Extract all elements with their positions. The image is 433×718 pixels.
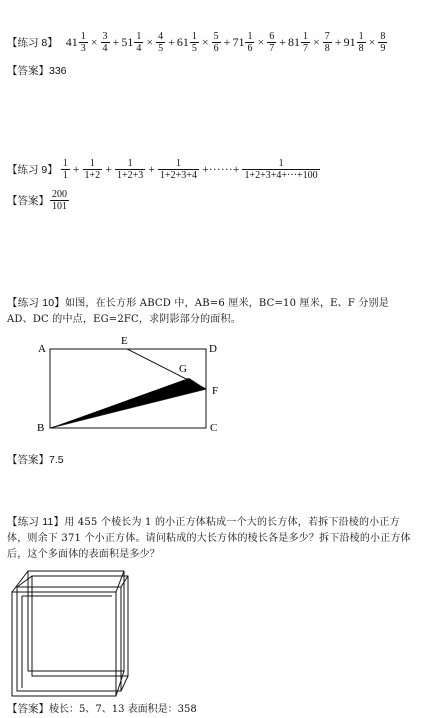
answer-fraction xyxy=(50,189,69,212)
label-c: C xyxy=(210,422,218,434)
label-a: A xyxy=(38,343,46,355)
fraction xyxy=(158,158,199,181)
operator: × xyxy=(368,35,376,49)
operator: × xyxy=(146,35,154,49)
label-d: D xyxy=(209,343,217,355)
operator: + xyxy=(334,35,342,49)
operator: × xyxy=(313,35,320,49)
answer-tag: 【答案】 xyxy=(7,454,49,466)
exercise-9-line xyxy=(7,158,321,181)
denominator: 6 xyxy=(247,43,253,54)
whole-number: 91 xyxy=(343,35,356,49)
numerator: 1 xyxy=(89,158,95,169)
fraction xyxy=(61,158,70,181)
denominator: 9 xyxy=(380,43,386,54)
denominator: 4 xyxy=(102,43,108,54)
fraction xyxy=(245,31,254,54)
cuboid-figure xyxy=(6,568,136,700)
denominator: 1+2+3+4 xyxy=(160,170,197,181)
denominator: 6 xyxy=(213,43,219,54)
whole-number: 51 xyxy=(121,35,134,49)
answer-value: 棱长：5、7、13 表面积是：358 xyxy=(49,704,197,715)
numerator: 1 xyxy=(127,158,133,169)
exercise-9-tag: 【练习 9】 xyxy=(7,164,58,176)
operator: × xyxy=(90,35,98,49)
exercise-9-expression xyxy=(60,158,321,181)
numerator: 1 xyxy=(278,158,284,169)
numerator: 1 xyxy=(80,31,86,42)
fraction xyxy=(101,31,110,54)
operator: × xyxy=(257,35,265,49)
fraction xyxy=(267,31,276,54)
denominator: 8 xyxy=(324,43,330,54)
exercise-11-text xyxy=(7,514,417,563)
numerator: 8 xyxy=(380,31,386,42)
operator: + xyxy=(72,162,80,176)
label-f: F xyxy=(212,385,219,397)
answer-denominator: 101 xyxy=(52,201,67,212)
exercise-11-tag: 【练习 11】 xyxy=(7,516,65,528)
exercise-11-question: 用 455 个棱长为 1 的小正方体粘成一个大的长方体，若拆下沿棱的小正方体，则余下 371 个小正方体。请问粘成的大长方体的棱长各是多少？拆下沿棱的小正方体后，这个多面体的表面积是多少？ xyxy=(7,517,411,560)
numerator: 7 xyxy=(324,31,330,42)
exercise-10-answer xyxy=(7,454,64,467)
label-b: B xyxy=(37,422,45,434)
fraction xyxy=(357,31,366,54)
fraction xyxy=(190,31,199,54)
answer-numerator: 200 xyxy=(52,189,67,200)
operator: + xyxy=(223,35,231,49)
exercise-9-answer xyxy=(7,189,70,212)
exercise-10-question: 如图，在长方形 ABCD 中，AB=6 厘米，BC=10 厘米，E、F 分别是 AD、DC 的中点，EG=2FC，求阴影部分的面积。 xyxy=(7,298,389,325)
whole-number: 61 xyxy=(176,35,189,49)
numerator: 1 xyxy=(191,31,197,42)
denominator: 4 xyxy=(136,43,142,54)
numerator: 1 xyxy=(136,31,142,42)
exercise-10-text xyxy=(7,295,417,328)
answer-tag: 【答案】 xyxy=(7,195,49,207)
denominator: 1 xyxy=(62,170,68,181)
fraction xyxy=(79,31,88,54)
denominator: 5 xyxy=(191,43,197,54)
denominator: 3 xyxy=(80,43,86,54)
exercise-10-tag: 【练习 10】 xyxy=(7,297,65,309)
operator: × xyxy=(201,35,209,49)
numerator: 3 xyxy=(102,31,108,42)
denominator: 1+2 xyxy=(84,170,101,181)
denominator: 7 xyxy=(303,43,309,54)
answer-value: 7.5 xyxy=(49,454,64,466)
numerator: 4 xyxy=(158,31,164,42)
answer-tag: 【答案】 xyxy=(7,703,49,715)
operator: +······+ xyxy=(201,162,240,176)
exercise-8-line xyxy=(7,31,388,54)
operator: + xyxy=(112,35,120,49)
denominator: 1+2+3 xyxy=(116,170,144,181)
numerator: 1 xyxy=(247,31,253,42)
exercise-8-tag: 【练习 8】 xyxy=(7,37,58,49)
fraction xyxy=(301,31,310,54)
answer-tag: 【答案】 xyxy=(7,65,49,77)
fraction xyxy=(134,31,143,54)
whole-number: 71 xyxy=(232,35,245,49)
exercise-8-expression xyxy=(66,31,389,54)
label-e: E xyxy=(121,335,128,347)
operator: + xyxy=(279,35,287,49)
numerator: 1 xyxy=(303,31,309,42)
numerator: 6 xyxy=(269,31,275,42)
label-g: G xyxy=(179,363,187,375)
fraction xyxy=(83,158,103,181)
numerator: 5 xyxy=(213,31,219,42)
exercise-11-answer xyxy=(7,703,197,716)
numerator: 1 xyxy=(358,31,364,42)
operator: + xyxy=(148,162,156,176)
operator: + xyxy=(105,162,112,176)
fraction xyxy=(242,158,319,181)
denominator: 7 xyxy=(269,43,275,54)
cuboid-edges xyxy=(12,571,128,696)
fraction xyxy=(115,158,145,181)
denominator: 1+2+3+4+···+100 xyxy=(244,170,318,181)
operator: + xyxy=(168,35,175,49)
denominator: 8 xyxy=(358,43,364,54)
numerator: 1 xyxy=(175,158,181,169)
fraction xyxy=(378,31,387,54)
exercise-8-answer xyxy=(7,65,67,78)
fraction xyxy=(156,31,165,54)
numerator: 1 xyxy=(62,158,68,169)
whole-number: 41 xyxy=(65,35,78,49)
denominator: 5 xyxy=(158,43,164,54)
fraction xyxy=(212,31,221,54)
fraction xyxy=(323,31,332,54)
rectangle-figure xyxy=(28,330,228,450)
whole-number: 81 xyxy=(288,35,301,49)
answer-value: 336 xyxy=(49,65,67,77)
